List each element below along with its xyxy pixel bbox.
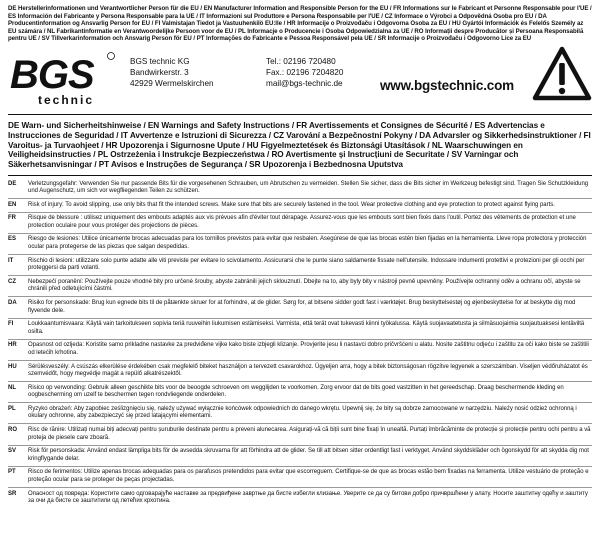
warning-text: Opasnost od ozljeda: Koristite samo prikladne nastavke za predviđene vijke kako biste izbjegli klizanje. Provjerite jesu li nastavci dobro pričvršćeni u alatu. Nosite zaštitnu odjeću i zaštitu za oči kako biste se zaštitili od letećih krhotina. [28,342,589,356]
language-code: RO [8,427,17,434]
warning-row [8,234,592,255]
warning-text: Verletzungsgefahr: Verwenden Sie nur passende Bits für die vorgesehenen Schrauben, um Abrutschen zu vermeiden. Stellen Sie sicher, dass die Bits sicher im Werkzeug befestigt sind. Tragen Sie Schutzkleidung und Augenschutz, um sich vor wegfliegenden Teilen zu schützen. [28,180,589,195]
warning-text: Risk of injury: To avoid slipping, use only bits that fit the intended screws. Make sure that bits are securely fastened in the tool. Wear protective clothing and eye protection to protect against flying parts. [28,201,555,208]
contact-tel: Tel.: 02196 720480 [266,56,336,66]
warning-row [8,340,592,361]
warning-row [8,213,592,234]
warning-row [8,276,592,297]
language-code: PL [8,405,16,412]
warning-row [8,446,592,467]
language-code: FI [8,321,14,328]
language-code: NL [8,384,16,391]
warning-text: Riesgo de lesiones: Utilice únicamente brocas adecuadas para los tornillos previstos para evitar que resbalen. Asegúrese de que las brocas estén bien fijadas en la herramienta. Lleve ropa protectora y protección ocular para protegerse de las piezas que salgan despedidas. [28,236,587,251]
logo-registered-mark [108,52,115,59]
warning-text: Risque de blessure : utilisez uniquement des embouts adaptés aux vis prévues afin d'éviter tout dérapage. Assurez-vous que les embouts sont bien fixés dans l'outil. Portez des vêtements de protection et une protection oculaire pour vous protéger des projections de pièces. [28,215,576,229]
warning-text: Risk för personskada: Använd endast lämpliga bits för de avsedda skruvarna för att förhindra att de glider. Se till att bitsen sitter ordentligt fast i verktyget. Använd skyddskläder och ögonskydd för att skydda dig mot kringflygande delar. [28,448,589,462]
company-street: Bandwirkerstr. 3 [130,67,189,77]
warning-text: Опасност од повреда: Користите само одговарајуће наставке за предвиђене завртње да бисте избегли клизање. Уверите се да су битови добро причвршћени у алату. Носите заштитну одећу и заштиту за очи да бисте се заштитили од летећих крхотина. [28,490,588,505]
bgs-logo-letters: BGS [10,52,94,97]
manufacturer-block [8,46,592,115]
warning-row [8,424,592,445]
warning-row [8,255,592,276]
warning-row [8,199,592,213]
contact-fax: Fax.: 02196 7204820 [266,67,344,77]
warning-text: Risico op verwonding: Gebruik alleen geschikte bits voor de beoogde schroeven om wegglijden te voorkomen. Zorg ervoor dat de bits goed vastzitten in het gereedschap. Draag beschermende kleding en oogbescherming om uzelf te beschermen tegen rondvliegende onderdelen. [28,384,564,399]
warning-text: Risiko for personskade: Brug kun egnede bits til de påtænkte skruer for at forhindre, at de glider. Sørg for, at bitsene sidder godt fast i værktøjet. Brug beskyttelsestøj og øjenbeskyttelse for at beskytte dig mod flyvende dele. [28,299,576,314]
language-code: CZ [8,278,16,285]
warning-text: Rischio di lesioni: utilizzare solo punte adatte alle viti previste per evitare lo scivolamento. Assicurarsi che le punte siano saldamente fissate nell'utensile. Indossare indumenti protettivi e protezioni per gli occhi per proteggersi da parti volanti. [28,257,585,272]
responsible-person-heading: DE Herstellerinformationen und Verantwortlicher Person für die EU / EN Manufacturer Information and Responsible Person for the EU / FR Informations sur le Fabricant et Personne Responsable pour l'UE / ES Información del Fabricante y Persona Responsable para la UE / IT Informazioni sul Produttore e Persona Responsabile per l'UE / CZ Informace o Výrobci a Odpovědná Osoba pro EU / DA Producentinformation og Ansvarlig Person for EU / FI Valmistajan Tiedot ja Vastuuhenkilö EU:lle / HR Informacije o Proizvođaču i Odgovorna Osoba za EU / HU Gyártói Információk és Felelős Személy az EU számára / NL Fabrikantinformatie en Verantwoordelijke Persoon voor de EU / PL Informacje o Producencie i Osoba Odpowiedzialna za UE / RO Informații despre Producător și Persoana Responsabilă pentru UE / SV Tillverkarinformation och Ansvarig Person för EU / PT Informações do Fabricante e Pessoa Responsável pela UE / SR Informacije o Proizvođaču i Odgovorno Lice za EU [8,5,592,43]
warning-row [8,488,592,508]
language-code: PT [8,469,16,476]
warning-text: Risc de rănire: Utilizați numai biți adecvați pentru șuruburile destinate pentru a preveni alunecarea. Asigurați-vă că biții sunt bine fixați în unealtă. Purtați îmbrăcăminte de protecție și protecție pentru ochi pentru a vă proteja de piesele care zboară. [28,427,591,441]
language-code: HR [8,342,17,349]
language-code: DE [8,180,17,187]
language-code: ES [8,236,17,243]
warning-text: Risco de ferimentos: Utilize apenas brocas adequadas para os parafusos pretendidos para evitar que escorreguem. Certifique-se de que as brocas estão bem fixadas na ferramenta. Utilize vestuário de proteção e proteção ocular para se proteger de peças projectadas. [28,469,589,483]
company-contact [266,56,343,89]
contact-mail: mail@bgs-technic.de [266,78,343,88]
language-code: HU [8,363,17,370]
bgs-logo-sub: technic [38,92,95,107]
warning-text: Sérülésveszély: A csúszás elkerülése érdekében csak megfelelő biteket használjon a tervezett csavarokhoz. Ügyeljen arra, hogy a bitek biztonságosan rögzítve legyenek a szerszámban. Viseljen védőruházatot és szemvédőt, hogy megvédje magát a repülő alkatrészektől. [28,363,588,378]
company-name: BGS technic KG [130,56,190,66]
warning-row [8,297,592,318]
warning-row [8,403,592,424]
warning-text: Loukkaantumisvaara: Käytä vain tarkoitukseen sopivia teriä ruuveihin liukumisen estämiseksi. Varmista, että terät ovat tukevasti kiinni työkalussa. Käytä suojavaatetusta ja silmäsuojaimia suojautuaksesi lentäviltä osilta. [28,321,585,335]
company-city: 42929 Wermelskirchen [130,78,214,88]
warning-row [8,467,592,488]
warning-text: Ryzyko obrażeń: Aby zapobiec ześlizgnięciu się, należy używać wyłącznie końcówek odpowiednich do danego wkrętu. Upewnij się, że bity są dobrze zamocowane w narzędziu. Należy nosić odzież ochronną i okulary ochronne, aby zabezpieczyć się przed latającymi elementami. [28,405,577,420]
warning-row [8,319,592,340]
warning-text: Nebezpečí poranění: Používejte pouze vhodné bity pro určené šrouby, abyste zabránili jejich sklouznutí. Dbejte na to, aby byly bity v nástroji pevně upevněny. Používejte ochranný oděv a ochranu očí, abyste se chránili před odletujícími částmi. [28,278,581,293]
warnings-list [8,178,592,508]
warning-row [8,178,592,199]
website-url: www.bgstechnic.com [380,77,514,93]
language-code: SV [8,448,17,455]
warning-row [8,382,592,403]
warning-row [8,361,592,382]
language-code: IT [8,257,14,264]
language-code: SR [8,490,17,497]
language-code: FR [8,215,16,222]
company-address [130,56,214,89]
warning-triangle-icon [532,46,592,102]
language-code: DA [8,299,17,306]
safety-section-title: DE Warn- und Sicherheitshinweise / EN Warnings and Safety Instructions / FR Avertissements et Consignes de Sécurité / ES Advertencias e Instrucciones de Seguridad / IT Avvertenze e Istruzioni di Sicurezza / CZ Varování a Bezpečnostní Pokyny / DA Advarsler og Sikkerhedsinstruktioner / FI Varoitus- ja Turvaohjeet / HR Upozorenja i Sigurnosne Upute / HU Figyelmeztetések és Biztonsági Utasítások / NL Waarschuwingen en Veiligheidsinstructies / PL Ostrzeżenia i Instrukcje Bezpieczeństwa / RO Avertismente și Instrucțiuni de Securitate / SV Varningar och Säkerhetsanvisningar / PT Avisos e Instruções de Segurança / SR Upozorenja i Bezbednosna Uputstva [8,121,592,176]
language-code: EN [8,201,17,208]
bgs-logo [8,48,118,108]
